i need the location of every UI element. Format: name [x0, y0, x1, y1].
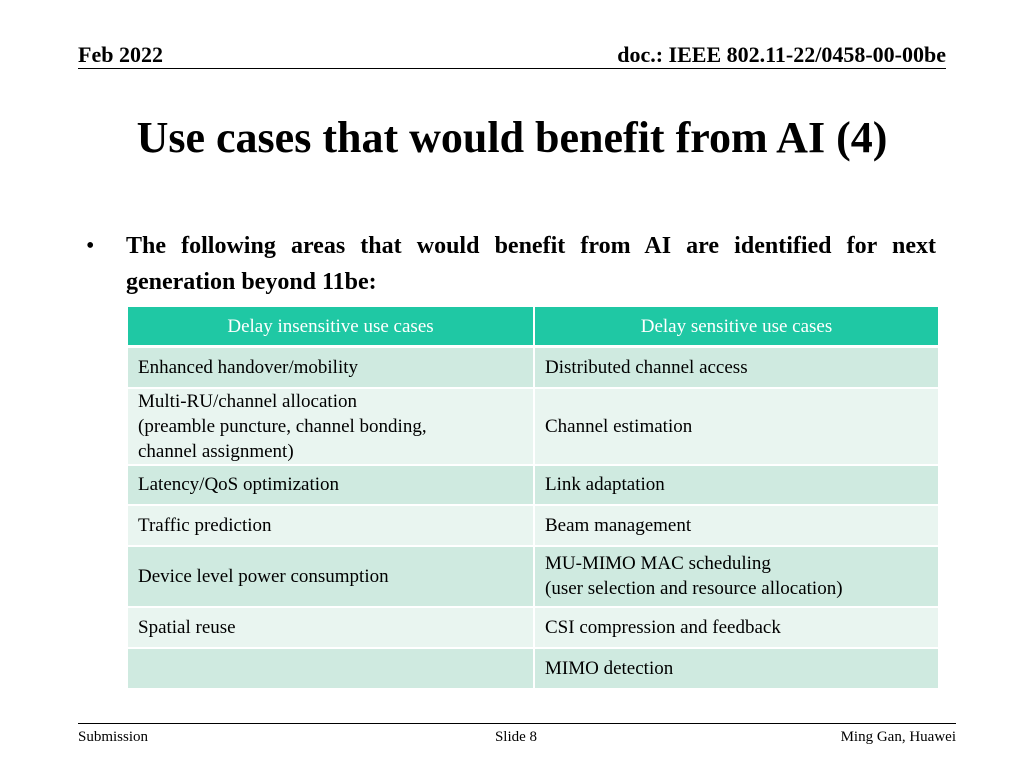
cell-text-line: CSI compression and feedback — [545, 616, 781, 638]
cell-text-line: (user selection and resource allocation) — [545, 578, 843, 599]
column-header-delay-insensitive: Delay insensitive use cases — [128, 307, 534, 347]
delay-insensitive-cell — [128, 347, 534, 388]
cell-text-line: Spatial reuse — [138, 616, 236, 638]
header-doc-number: doc.: IEEE 802.11-22/0458-00-00be — [617, 42, 946, 67]
cell-text-line: Channel estimation — [545, 415, 693, 437]
header-divider — [78, 68, 946, 69]
footer-submission: Submission — [78, 729, 149, 745]
table-row — [128, 388, 938, 465]
delay-sensitive-cell — [534, 505, 938, 546]
cell-text-line: Traffic prediction — [138, 514, 272, 536]
delay-insensitive-cell — [128, 465, 534, 505]
table-row — [128, 648, 938, 689]
cell-text-line: (preamble puncture, channel bonding, — [138, 415, 427, 437]
cell-text-line: Beam management — [545, 514, 692, 536]
slide-title: Use cases that would benefit from AI (4) — [136, 113, 888, 162]
table-row — [128, 347, 938, 388]
column-header-delay-sensitive: Delay sensitive use cases — [534, 307, 938, 347]
table-row — [128, 505, 938, 546]
cell-text-line: Multi-RU/channel allocation — [138, 390, 357, 412]
delay-sensitive-cell — [534, 388, 938, 465]
delay-sensitive-cell — [534, 607, 938, 648]
delay-sensitive-cell — [534, 648, 938, 689]
cell-text-line: channel assignment) — [138, 440, 294, 462]
bullet-marker: • — [86, 233, 95, 259]
delay-insensitive-cell — [128, 607, 534, 648]
cell-text-line: Device level power consumption — [138, 565, 389, 587]
footer-author: Ming Gan, Huawei — [840, 729, 956, 745]
delay-insensitive-cell — [128, 388, 534, 465]
footer-slide-number: Slide 8 — [494, 729, 538, 745]
cell-text-line: Latency/QoS optimization — [138, 474, 340, 495]
footer-divider — [78, 723, 956, 724]
delay-insensitive-cell — [128, 546, 534, 607]
cell-text-line: Link adaptation — [545, 474, 665, 495]
table-row — [128, 465, 938, 505]
delay-insensitive-cell — [128, 648, 534, 689]
table-row — [128, 546, 938, 607]
delay-insensitive-cell — [128, 505, 534, 546]
table-header-row — [128, 307, 938, 347]
delay-sensitive-cell — [534, 347, 938, 388]
cell-text-line: MIMO detection — [545, 657, 674, 679]
delay-sensitive-cell — [534, 465, 938, 505]
table-row — [128, 607, 938, 648]
delay-sensitive-cell — [534, 546, 938, 607]
cell-text-line: Enhanced handover/mobility — [138, 356, 359, 378]
use-cases-table — [128, 307, 938, 690]
bullet-text: The following areas that would benefit from AI are identified for next generation beyond 11be: — [126, 233, 936, 295]
cell-text-line: Distributed channel access — [545, 356, 748, 378]
cell-text-line: MU-MIMO MAC scheduling — [545, 553, 771, 574]
header-date: Feb 2022 — [78, 42, 163, 67]
